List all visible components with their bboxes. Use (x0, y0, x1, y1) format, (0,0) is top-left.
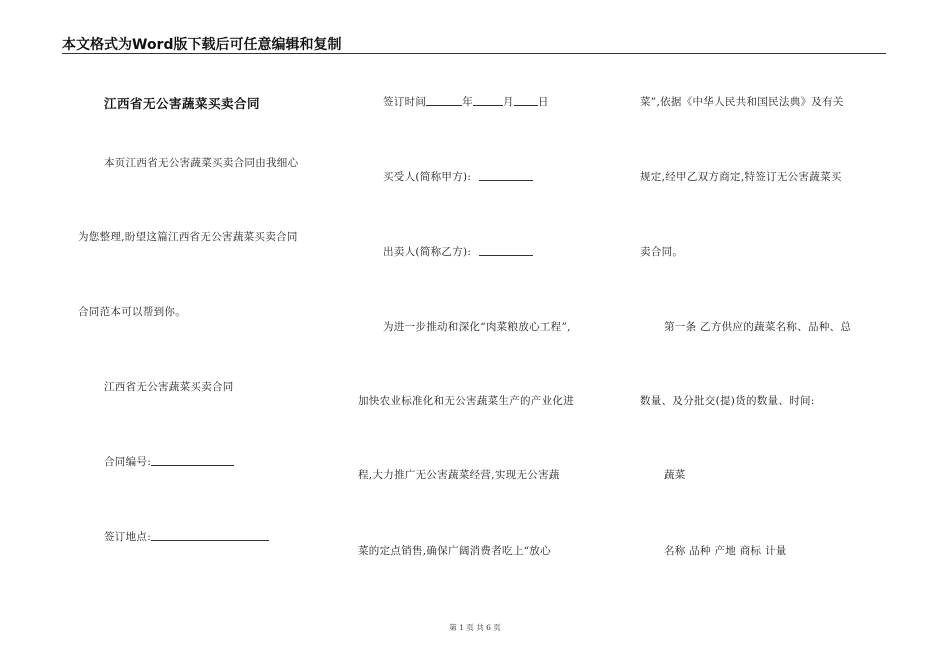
text-line-1: 菜”,依据《中华人民共和国民法典》及有关 (640, 96, 844, 108)
text-line-2: 规定,经甲乙双方商定,特签订无公害蔬菜买 (640, 171, 842, 183)
seller-label: 出卖人(简称乙方): (383, 246, 472, 258)
intro-line-2: 为您整理,盼望这篇江西省无公害蔬菜买卖合同 (78, 231, 298, 243)
contract-number-label: 合同编号: (104, 456, 152, 468)
sign-place-label: 签订地点: (104, 531, 152, 543)
buyer-label: 买受人(简称甲方): (383, 171, 472, 183)
year-label: 年 (462, 96, 474, 108)
paragraph-line-1: 为进一步推动和深化“肉菜粮放心工程”, (383, 321, 571, 333)
article-1-heading: 第一条 乙方供应的蔬菜名称、品种、总 (664, 321, 852, 333)
article-1-continuation: 数量、及分批交(提)货的数量、时间: (640, 395, 815, 407)
sign-time-label: 签订时间 (383, 96, 427, 108)
document-banner: 本文格式为Word版下载后可任意编辑和复制 (62, 37, 342, 53)
day-label: 日 (537, 96, 549, 108)
table-header-row: 名称 品种 产地 商标 计量 (664, 545, 787, 557)
page-footer: 第 1 页 共 6 页 (449, 623, 501, 632)
paragraph-line-3: 程,大力推广无公害蔬菜经营,实现无公害蔬 (358, 469, 560, 481)
paragraph-line-2: 加快农业标准化和无公害蔬菜生产的产业化进 (358, 395, 574, 407)
contract-subtitle: 江西省无公害蔬菜买卖合同 (104, 381, 234, 393)
vegetable-label: 蔬菜 (664, 469, 686, 481)
intro-line-3: 合同范本可以帮到你。 (78, 306, 186, 318)
document-title: 江西省无公害蔬菜买卖合同 (104, 96, 261, 111)
intro-line-1: 本页江西省无公害蔬菜买卖合同由我细心 (104, 157, 299, 169)
month-label: 月 (503, 96, 514, 108)
text-line-3: 卖合同。 (640, 246, 684, 258)
paragraph-line-4: 菜的定点销售,确保广阔消费者吃上“放心 (358, 545, 551, 557)
